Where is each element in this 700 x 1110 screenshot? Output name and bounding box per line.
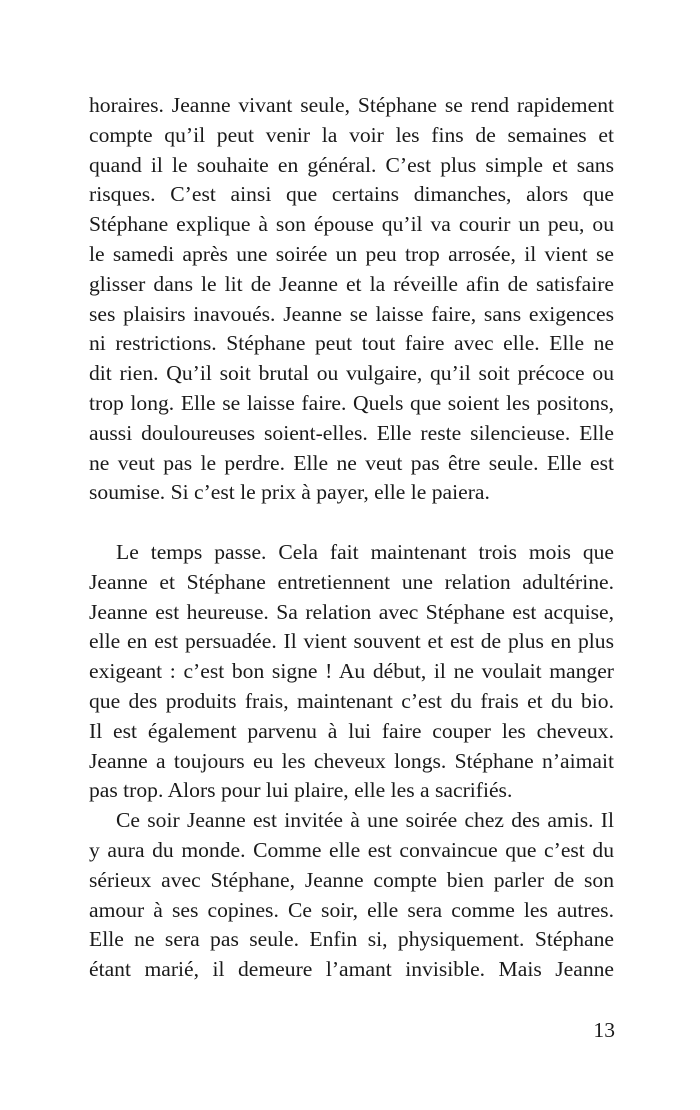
text-line: Jeanne et Stéphane entretiennent une relation adultérine. — [89, 569, 614, 594]
text-line: le samedi après une soirée un peu trop arrosée, il vient se — [89, 241, 614, 266]
text-line: étant marié, il demeure l’amant invisible. Mais Jeanne — [89, 957, 614, 982]
text-line: Stéphane explique à son épouse qu’il va courir un peu, ou — [89, 212, 614, 237]
text-line: glisser dans le lit de Jeanne et la réveille afin de satisfaire — [89, 271, 614, 296]
body-text — [89, 91, 614, 985]
text-line: amour à ses copines. Ce soir, elle sera comme les autres. — [89, 897, 614, 922]
text-line: pas trop. Alors pour lui plaire, elle les a sacrifiés. — [89, 778, 513, 803]
text-line: risques. C’est ainsi que certains dimanches, alors que — [89, 182, 614, 207]
text-line: quand il le souhaite en général. C’est plus simple et sans — [89, 152, 614, 177]
text-line: compte qu’il peut venir la voir les fins de semaines et — [89, 122, 614, 147]
text-line: soumise. Si c’est le prix à payer, elle le paiera. — [89, 480, 490, 505]
text-line: sérieux avec Stéphane, Jeanne compte bien parler de son — [89, 867, 614, 892]
paragraph-3 — [89, 806, 614, 985]
text-line: Elle ne sera pas seule. Enfin si, physiquement. Stéphane — [89, 927, 614, 952]
text-line: Ce soir Jeanne est invitée à une soirée chez des amis. Il — [116, 808, 614, 833]
text-line: ne veut pas le perdre. Elle ne veut pas être seule. Elle est — [89, 450, 614, 475]
text-line: y aura du monde. Comme elle est convaincue que c’est du — [89, 837, 614, 862]
page-number: 13 — [593, 1018, 615, 1042]
text-line: elle en est persuadée. Il vient souvent et est de plus en plus — [89, 629, 614, 654]
text-line: exigeant : c’est bon signe ! Au début, il ne voulait manger — [89, 659, 614, 684]
text-line: dit rien. Qu’il soit brutal ou vulgaire, qu’il soit précoce ou — [89, 361, 614, 386]
text-line: aussi douloureuses soient-elles. Elle reste silencieuse. Elle — [89, 420, 614, 445]
text-line: Il est également parvenu à lui faire couper les cheveux. — [89, 718, 614, 743]
text-line: que des produits frais, maintenant c’est du frais et du bio. — [89, 688, 614, 713]
text-line: Jeanne est heureuse. Sa relation avec Stéphane est acquise, — [89, 599, 614, 624]
paragraph-1 — [89, 91, 614, 508]
paragraph-spacer — [89, 508, 614, 538]
text-line: ni restrictions. Stéphane peut tout faire avec elle. Elle ne — [89, 331, 614, 356]
text-line: Le temps passe. Cela fait maintenant trois mois que — [116, 539, 614, 564]
text-line: Jeanne a toujours eu les cheveux longs. Stéphane n’aimait — [89, 748, 614, 773]
text-line: trop long. Elle se laisse faire. Quels que soient les positons, — [89, 390, 614, 415]
paragraph-2 — [89, 538, 614, 806]
text-line: horaires. Jeanne vivant seule, Stéphane se rend rapidement — [89, 93, 614, 117]
text-line: ses plaisirs inavoués. Jeanne se laisse faire, sans exigences — [89, 301, 614, 326]
